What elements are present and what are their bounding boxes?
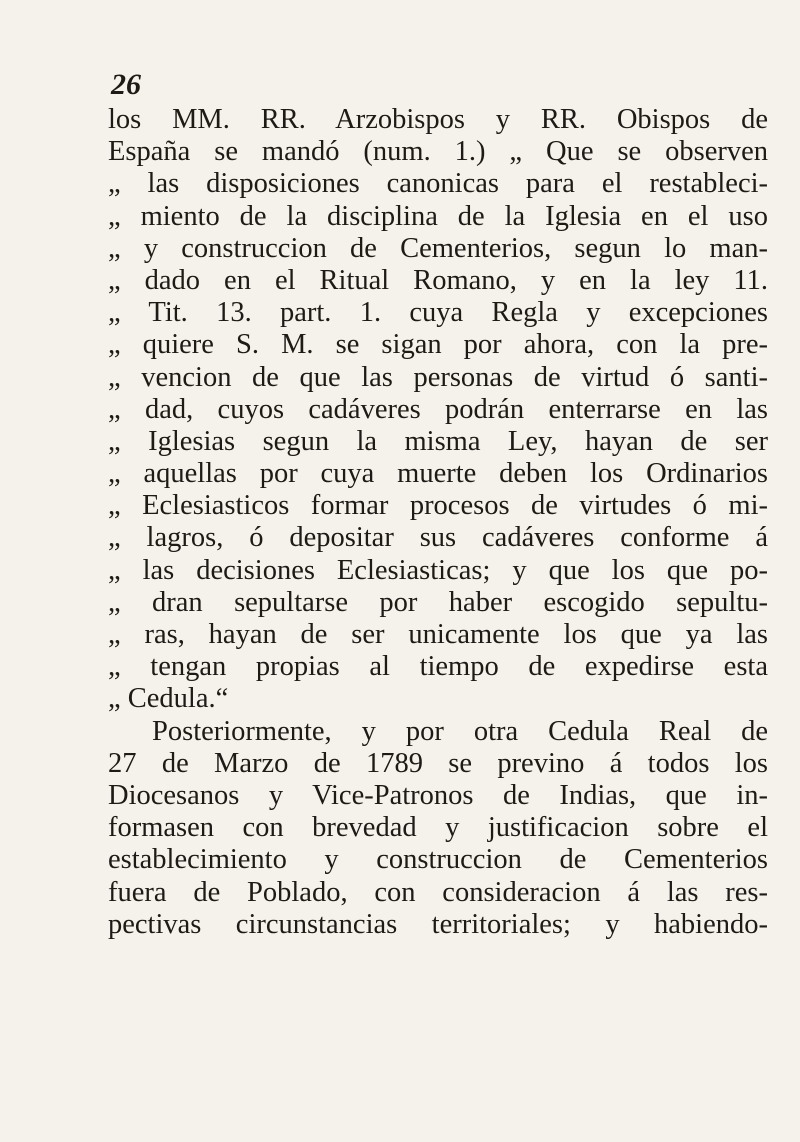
text-line: 27 de Marzo de 1789 se previno á todos los	[108, 747, 768, 779]
text-line: „ vencion de que las personas de virtud ó santi-	[108, 361, 768, 393]
text-line: „ dran sepultarse por haber escogido sepultu-	[108, 586, 768, 618]
text-line: „ dado en el Ritual Romano, y en la ley 11.	[108, 264, 768, 296]
text-line: „ quiere S. M. se sigan por ahora, con la pre-	[108, 329, 768, 361]
text-line: España se mandó (num. 1.) „ Que se observen	[108, 136, 768, 168]
text-line: formasen con brevedad y justificacion sobre el	[108, 812, 768, 844]
text-line: establecimiento y construccion de Cementerios	[108, 844, 768, 876]
text-line: fuera de Poblado, con consideracion á las res-	[108, 876, 768, 908]
text-line: „ Cedula.“	[108, 683, 229, 715]
text-line: Diocesanos y Vice-Patronos de Indias, que in-	[108, 779, 768, 811]
text-line: „ y construccion de Cementerios, segun lo man-	[108, 232, 768, 264]
text-line: „ aquellas por cuya muerte deben los Ordinarios	[108, 458, 768, 490]
text-line: „ las decisiones Eclesiasticas; y que los que po-	[108, 554, 768, 586]
text-line: pectivas circunstancias territoriales; y habiendo-	[108, 908, 768, 940]
text-line: los MM. RR. Arzobispos y RR. Obispos de	[108, 104, 768, 135]
text-line: „ Eclesiasticos formar procesos de virtudes ó mi-	[108, 490, 768, 522]
text-line: „ Tit. 13. part. 1. cuya Regla y excepciones	[108, 297, 768, 329]
text-line: „ tengan propias al tiempo de expedirse esta	[108, 651, 768, 683]
text-line: „ las disposiciones canonicas para el restableci-	[108, 168, 768, 200]
text-line: „ lagros, ó depositar sus cadáveres conforme á	[108, 522, 768, 554]
paragraph-start-line: Posteriormente, y por otra Cedula Real de	[152, 715, 768, 747]
body-text	[108, 104, 768, 941]
page-number: 26	[111, 68, 141, 101]
text-line: „ miento de la disciplina de la Iglesia en el uso	[108, 200, 768, 232]
text-line: „ Iglesias segun la misma Ley, hayan de ser	[108, 425, 768, 457]
text-line: „ ras, hayan de ser unicamente los que ya las	[108, 619, 768, 650]
text-line: „ dad, cuyos cadáveres podrán enterrarse en las	[108, 393, 768, 425]
